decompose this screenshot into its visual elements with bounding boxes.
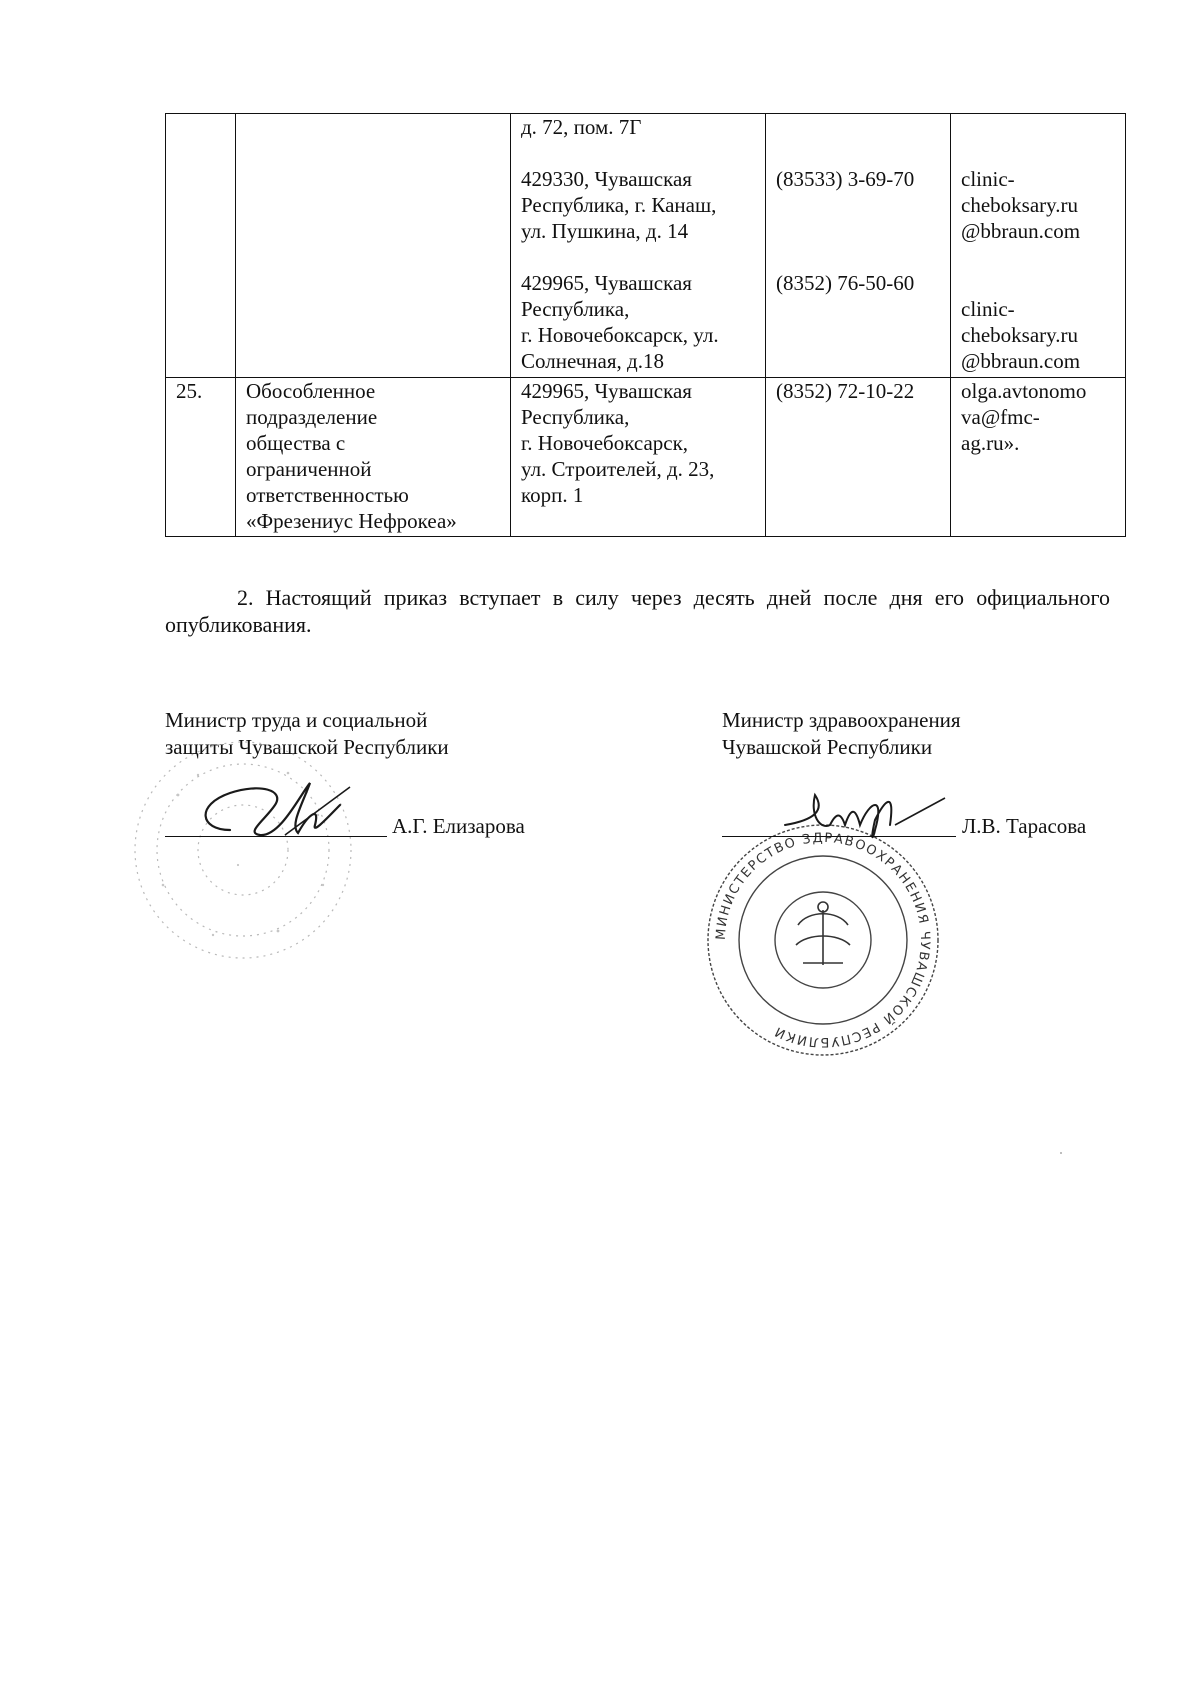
address-cell: [511, 114, 766, 378]
email-entry: olga.avtonomo va@fmc- ag.ru».: [961, 379, 1087, 455]
address-entry: 429965, Чувашская Республика, г. Новочебоксарск, ул. Солнечная, д.18: [521, 271, 719, 373]
table-row: [166, 114, 1126, 378]
email-entry: clinic- cheboksary.ru @bbraun.com: [961, 297, 1081, 373]
right-signature: [775, 780, 955, 850]
email-cell: [951, 114, 1126, 378]
organizations-table: [165, 113, 1126, 537]
effective-date-paragraph: 2. Настоящий приказ вступает в силу через десять дней после дня его официального опубликования.: [165, 585, 1110, 637]
email-cell: [951, 378, 1126, 537]
table-row: [166, 378, 1126, 537]
official-stamp-seal: [688, 815, 958, 1065]
phone-cell: [766, 114, 951, 378]
row-number-cell: [166, 114, 236, 378]
phone-entry: (8352) 76-50-60: [776, 271, 915, 295]
address-cell: [511, 378, 766, 537]
left-signature: [190, 775, 370, 855]
email-entry: clinic- cheboksary.ru @bbraun.com: [961, 167, 1081, 243]
svg-text:МИНИСТЕРСТВО ЗДРАВООХРАНЕНИЯ Ч: МИНИСТЕРСТВО ЗДРАВООХРАНЕНИЯ ЧУВАШСКОЙ РЕСПУБЛИКИ: [713, 830, 933, 1050]
address-entry: 429330, Чувашская Республика, г. Канаш, ул. Пушкина, д. 14: [521, 167, 717, 243]
right-signature-line: [722, 836, 956, 837]
address-entry: 429965, Чувашская Республика, г. Новочебоксарск, ул. Строителей, д. 23, корп. 1: [521, 379, 715, 507]
row-number-cell: 25.: [166, 378, 236, 537]
left-signature-line: [165, 836, 387, 837]
right-signatory-title: Министр здравоохранения Чувашской Республики: [722, 708, 961, 759]
scan-speck: [1058, 1150, 1064, 1156]
phone-entry: (83533) 3-69-70: [776, 167, 915, 191]
organization-name: Обособленное подразделение общества с ограниченной ответственностью «Фрезениус Нефрокеа»: [246, 379, 457, 533]
left-signatory-name: А.Г. Елизарова: [392, 814, 525, 838]
phone-cell: (8352) 72-10-22: [766, 378, 951, 537]
address-entry: д. 72, пом. 7Г: [521, 115, 642, 139]
organization-name-cell: [236, 114, 511, 378]
organization-name-cell: [236, 378, 511, 537]
right-signatory-name: Л.В. Тарасова: [962, 814, 1087, 838]
left-signatory-title: Министр труда и социальной защиты Чувашской Республики: [165, 708, 449, 759]
